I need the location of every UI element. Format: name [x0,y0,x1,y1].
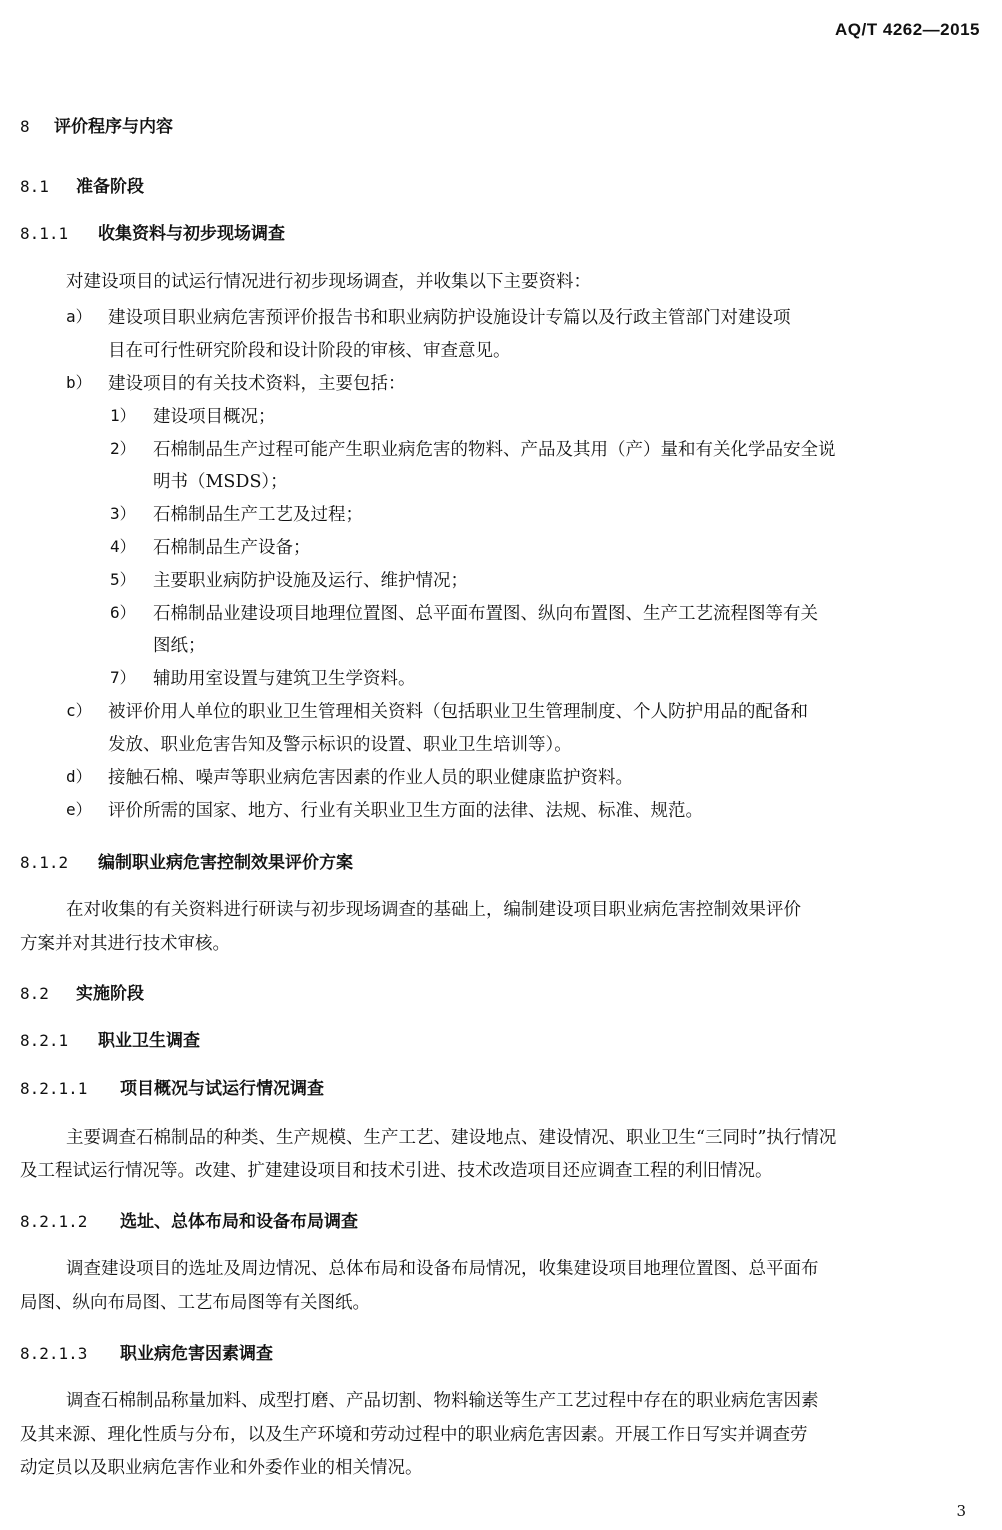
heading-title: 实施阶段 [76,984,144,1004]
list-marker: a） [66,307,92,326]
list-text: 辅助用室设置与建筑卫生学资料。 [153,669,416,689]
heading-section-8-2-1-2 [20,1207,358,1232]
list-marker: 3） [110,504,136,523]
list-marker: e） [66,800,92,819]
page-number: 3 [956,1502,966,1520]
list-text: 评价所需的国家、地方、行业有关职业卫生方面的法律、法规、标准、规范。 [108,801,703,821]
list-marker: b） [66,373,92,392]
list-text: 建设项目概况； [153,407,276,427]
heading-title: 评价程序与内容 [54,117,173,137]
list-text-cont: 图纸； [153,636,206,656]
list-text: 接触石棉、噪声等职业病危害因素的作业人员的职业健康监护资料。 [108,768,633,788]
paragraph-8-2-1-1-line2: 及工程试运行情况等。改建、扩建建设项目和技术引进、技术改造项目还应调查工程的利旧情况。 [20,1161,773,1181]
paragraph-8-2-1-2-line1: 调查建设项目的选址及周边情况、总体布局和设备布局情况，收集建设项目地理位置图、总平面布 [66,1259,819,1279]
heading-number: 8.1.2 [20,853,69,872]
heading-section-8-2 [20,979,144,1004]
heading-section-8-1-2 [20,848,353,873]
heading-title: 准备阶段 [76,177,144,197]
list-marker: c） [66,701,92,720]
paragraph-8-2-1-3-line3: 动定员以及职业病危害作业和外委作业的相关情况。 [20,1458,423,1478]
heading-number: 8.2.1.1 [20,1079,88,1098]
list-marker: 7） [110,668,136,687]
heading-number: 8.1.1 [20,224,69,243]
paragraph-8-2-1-3-line1: 调查石棉制品称量加料、成型打磨、产品切割、物料输送等生产工艺过程中存在的职业病危害因素 [66,1391,819,1411]
heading-section-8-1 [20,172,144,197]
heading-number: 8.1 [20,177,49,196]
list-text: 建设项目职业病危害预评价报告书和职业病防护设施设计专篇以及行政主管部门对建设项 [108,308,791,328]
heading-number: 8.2.1 [20,1031,69,1050]
heading-number: 8.2.1.3 [20,1344,88,1363]
paragraph-8-1-1-intro: 对建设项目的试运行情况进行初步现场调查，并收集以下主要资料： [66,272,591,292]
heading-title: 项目概况与试运行情况调查 [120,1079,324,1099]
list-text: 建设项目的有关技术资料，主要包括： [108,374,406,394]
list-text-cont: 发放、职业危害告知及警示标识的设置、职业卫生培训等）。 [108,735,572,755]
standard-code: AQ/T 4262—2015 [835,20,980,39]
list-marker: 4） [110,537,136,556]
heading-number: 8.2.1.2 [20,1212,88,1231]
list-marker: 2） [110,439,136,458]
list-text: 石棉制品生产过程可能产生职业病危害的物料、产品及其用（产）量和有关化学品安全说 [153,440,836,460]
heading-title: 选址、总体布局和设备布局调查 [120,1212,358,1232]
paragraph-8-1-2-line2: 方案并对其进行技术审核。 [20,934,230,954]
heading-title: 编制职业病危害控制效果评价方案 [98,853,353,873]
list-text: 主要职业病防护设施及运行、维护情况； [153,571,468,591]
heading-section-8 [20,112,173,137]
list-marker: 6） [110,603,136,622]
paragraph-8-1-2-line1: 在对收集的有关资料进行研读与初步现场调查的基础上，编制建设项目职业病危害控制效果评价 [66,900,801,920]
list-text: 石棉制品生产工艺及过程； [153,505,363,525]
heading-section-8-1-1 [20,219,285,244]
list-marker: d） [66,767,92,786]
heading-section-8-2-1-3 [20,1339,273,1364]
list-marker: 5） [110,570,136,589]
paragraph-8-2-1-3-line2: 及其来源、理化性质与分布，以及生产环境和劳动过程中的职业病危害因素。开展工作日写实并调查劳 [20,1425,808,1445]
list-text: 石棉制品业建设项目地理位置图、总平面布置图、纵向布置图、生产工艺流程图等有关 [153,604,818,624]
list-text: 被评价用人单位的职业卫生管理相关资料（包括职业卫生管理制度、个人防护用品的配备和 [108,702,808,722]
list-marker: 1） [110,406,136,425]
list-text: 石棉制品生产设备； [153,538,311,558]
heading-title: 收集资料与初步现场调查 [98,224,285,244]
list-text-cont: 目在可行性研究阶段和设计阶段的审核、审查意见。 [108,341,511,361]
paragraph-8-2-1-2-line2: 局图、纵向布局图、工艺布局图等有关图纸。 [20,1293,370,1313]
list-text-cont: 明书（MSDS）； [153,472,288,492]
heading-number: 8 [20,117,30,136]
heading-section-8-2-1-1 [20,1074,324,1099]
heading-title: 职业卫生调查 [98,1031,200,1051]
heading-number: 8.2 [20,984,49,1003]
paragraph-8-2-1-1-line1: 主要调查石棉制品的种类、生产规模、生产工艺、建设地点、建设情况、职业卫生“三同时”执行情况 [66,1128,837,1148]
heading-section-8-2-1 [20,1026,200,1051]
heading-title: 职业病危害因素调查 [120,1344,273,1364]
